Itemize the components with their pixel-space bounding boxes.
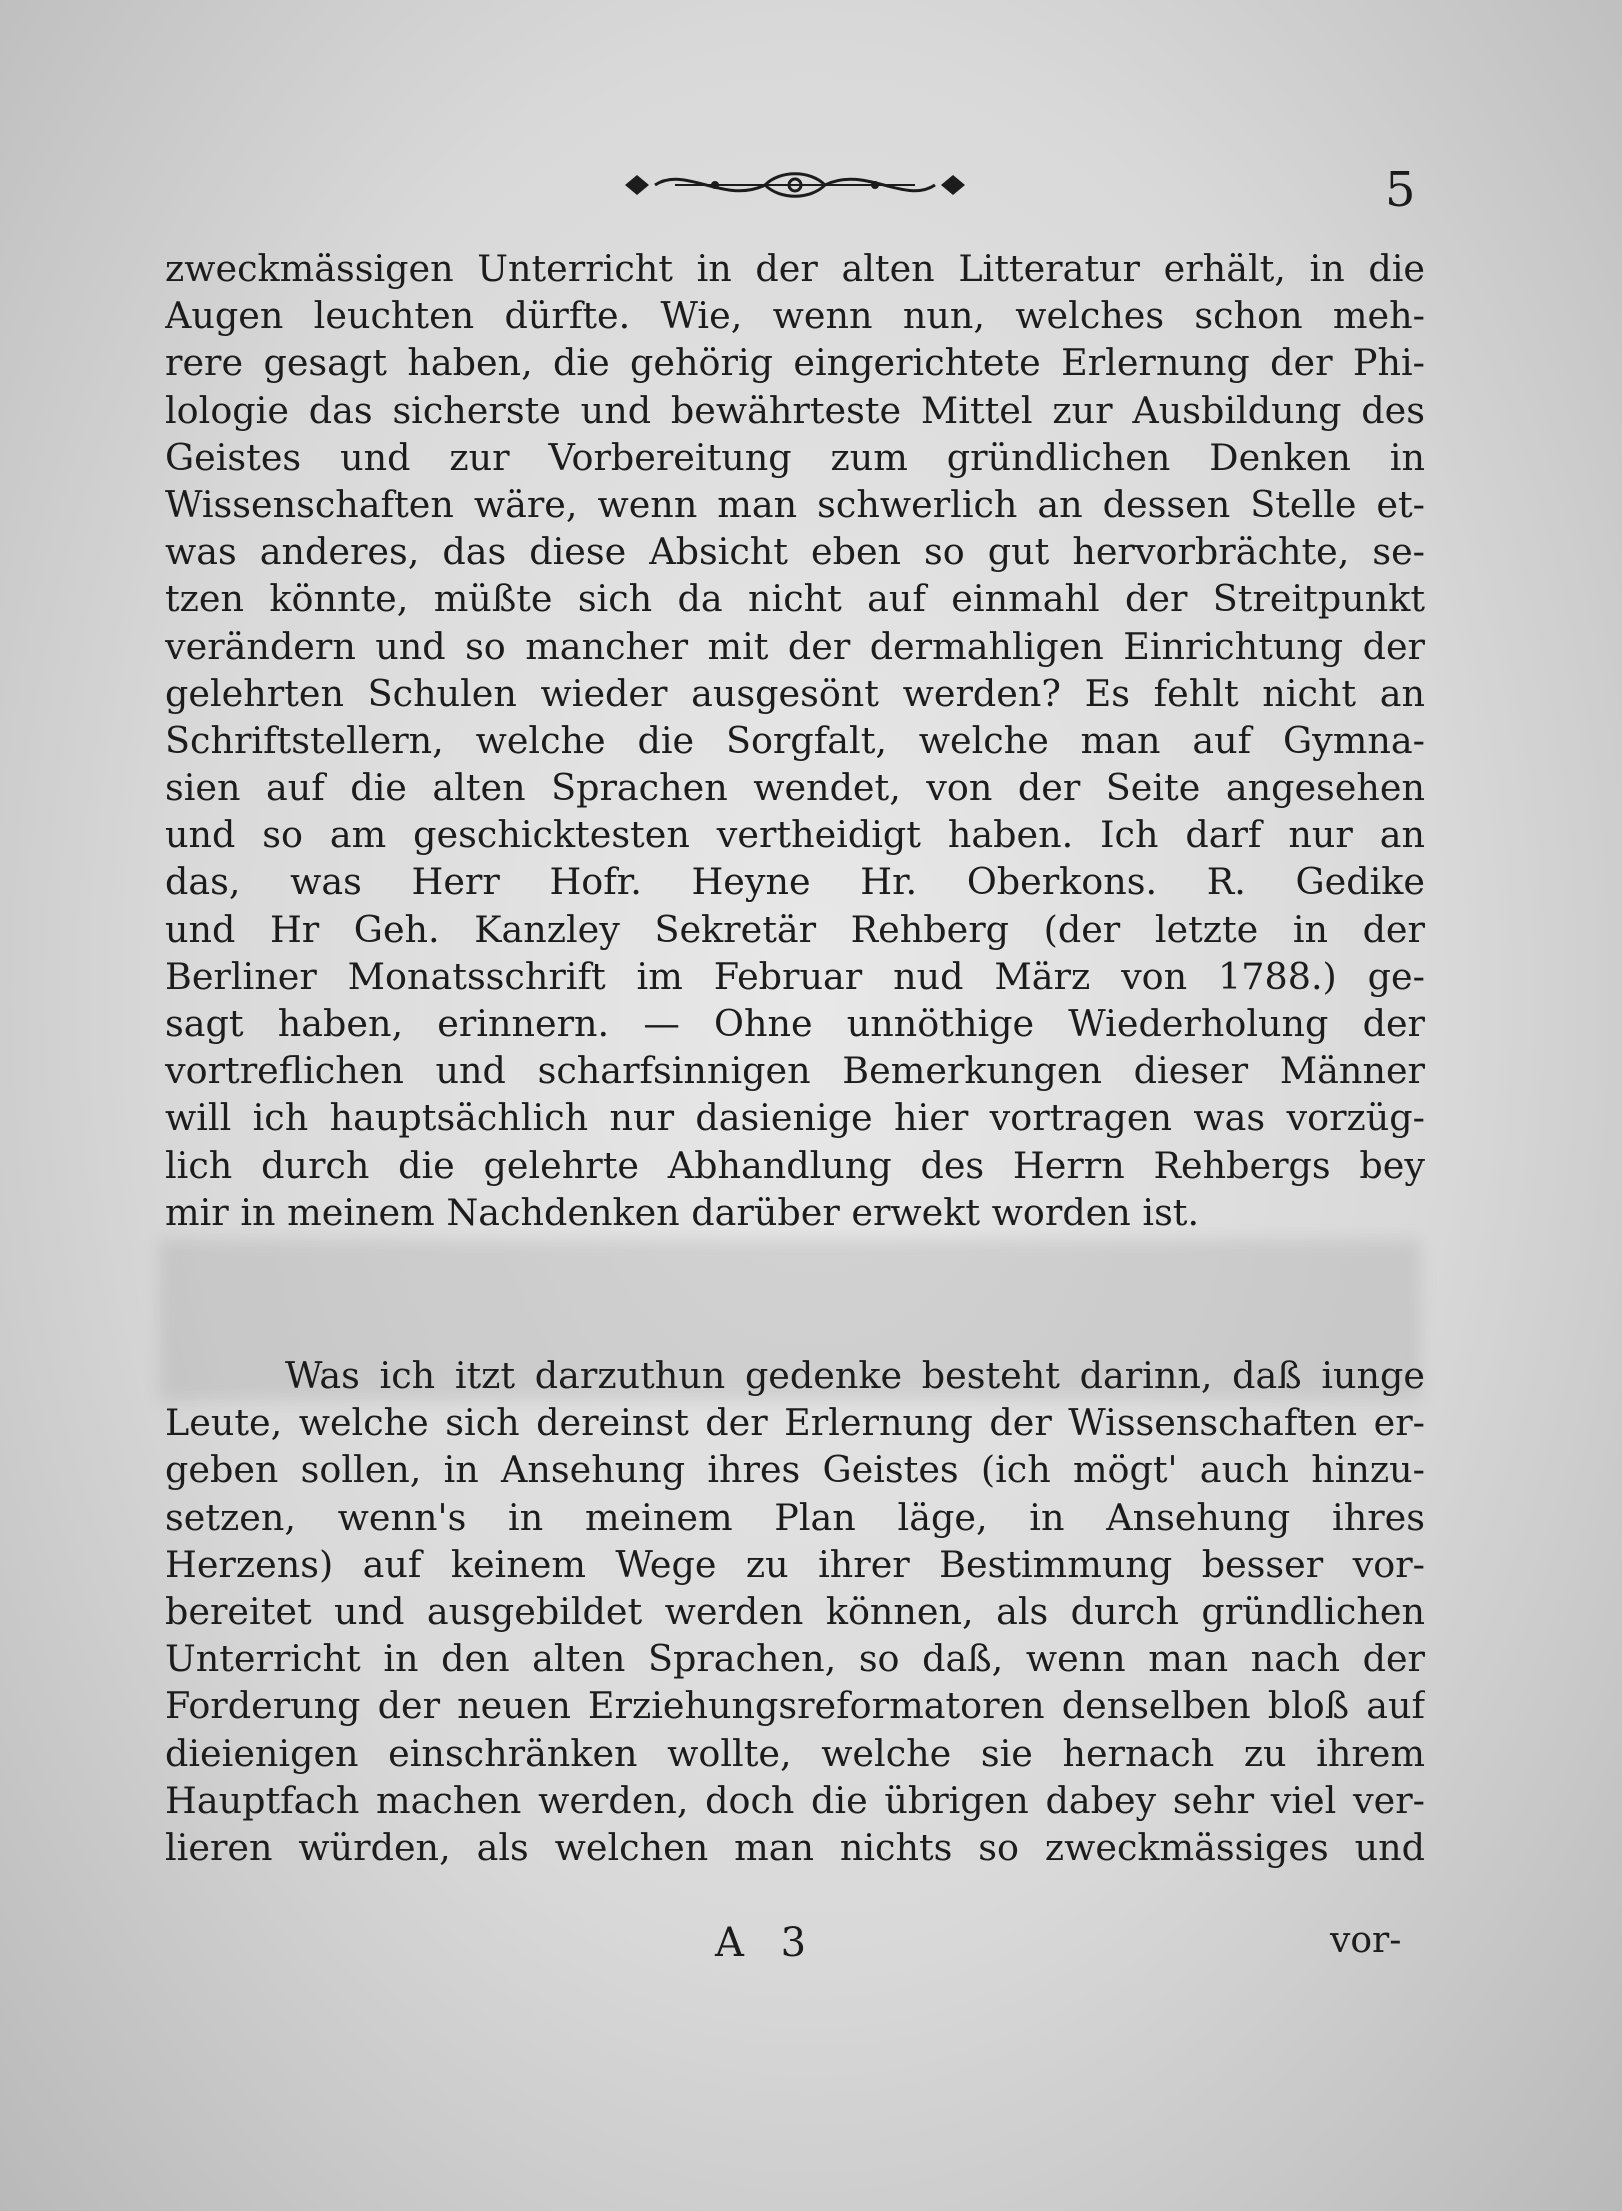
text-line: tzen könnte, müßte sich da nicht auf einmahl der Streitpunkt [165,577,1425,621]
text-line: gelehrten Schulen wieder ausgesönt werden? Es fehlt nicht an [165,671,1425,715]
text-line: Geistes und zur Vorbereitung zum gründlichen Denken in [165,435,1425,479]
paragraph-2 [165,1352,1425,1871]
text-line: Hauptfach machen werden, doch die übrigen dabey sehr viel ver- [165,1778,1425,1822]
page-number: 5 [1385,162,1416,218]
text-line: Augen leuchten dürfte. Wie, wenn nun, welches schon meh- [165,294,1425,338]
text-line: sagt haben, erinnern. — Ohne unnöthige Wiederholung der [165,1002,1425,1045]
text-line: Unterricht in den alten Sprachen, so daß, wenn man nach der [165,1637,1425,1681]
text-line: dieienigen einschränken wollte, welche sie hernach zu ihrem [165,1731,1425,1775]
text-line: was anderes, das diese Absicht eben so gut hervorbrächte, se- [165,530,1425,574]
text-line: bereitet und ausgebildet werden können, als durch gründlichen [165,1589,1425,1633]
text-line: geben sollen, in Ansehung ihres Geistes (ich mögt' auch hinzu- [165,1448,1425,1492]
text-line: will ich hauptsächlich nur dasienige hier vortragen was vorzüg- [165,1096,1425,1140]
text-line: mir in meinem Nachdenken darüber erwekt worden ist. [165,1190,1200,1234]
text-line: und Hr Geh. Kanzley Sekretär Rehberg (der letzte in der [165,907,1425,951]
text-line: lieren würden, als welchen man nichts so zweckmässiges und [165,1825,1425,1869]
text-line: Leute, welche sich dereinst der Erlernung der Wissenschaften er- [165,1401,1425,1445]
text-line: lologie das sicherste und bewährteste Mittel zur Ausbildung des [165,388,1425,432]
text-line: Wissenschaften wäre, wenn man schwerlich an dessen Stelle et- [165,482,1425,526]
text-line: und so am geschicktesten vertheidigt haben. Ich darf nur an [165,813,1425,857]
catchword: vor- [1330,1920,1402,1961]
text-line: Was ich itzt darzuthun gedenke besteht darinn, daß iunge [285,1354,1425,1397]
page-footer [0,1915,1622,1975]
ornament-flourish-icon [615,160,975,210]
text-line: zweckmässigen Unterricht in der alten Litteratur erhält, in die [165,247,1425,290]
text-line: Forderung der neuen Erziehungsreformatoren denselben bloß auf [165,1684,1425,1728]
text-line: setzen, wenn's in meinem Plan läge, in Ansehung ihres [165,1495,1425,1539]
text-line: rere gesagt haben, die gehörig eingerichtete Erlernung der Phi- [165,341,1425,385]
text-line: sien auf die alten Sprachen wendet, von der Seite angesehen [165,766,1425,810]
paragraph-1 [165,245,1425,1236]
text-line: lich durch die gelehrte Abhandlung des Herrn Rehbergs bey [165,1143,1425,1187]
page-header [0,150,1622,220]
text-line: vortreflichen und scharfsinnigen Bemerkungen dieser Männer [165,1049,1425,1093]
text-line: Berliner Monatsschrift im Februar nud März von 1788.) ge- [165,954,1425,998]
text-line: Herzens) auf keinem Wege zu ihrer Bestimmung besser vor- [165,1542,1425,1586]
text-line: verändern und so mancher mit der dermahligen Einrichtung der [165,624,1425,668]
text-line: Schriftstellern, welche die Sorgfalt, welche man auf Gymna- [165,718,1425,762]
signature-mark: A 3 [715,1920,819,1966]
text-line: das, was Herr Hofr. Heyne Hr. Oberkons. R. Gedike [165,860,1425,904]
